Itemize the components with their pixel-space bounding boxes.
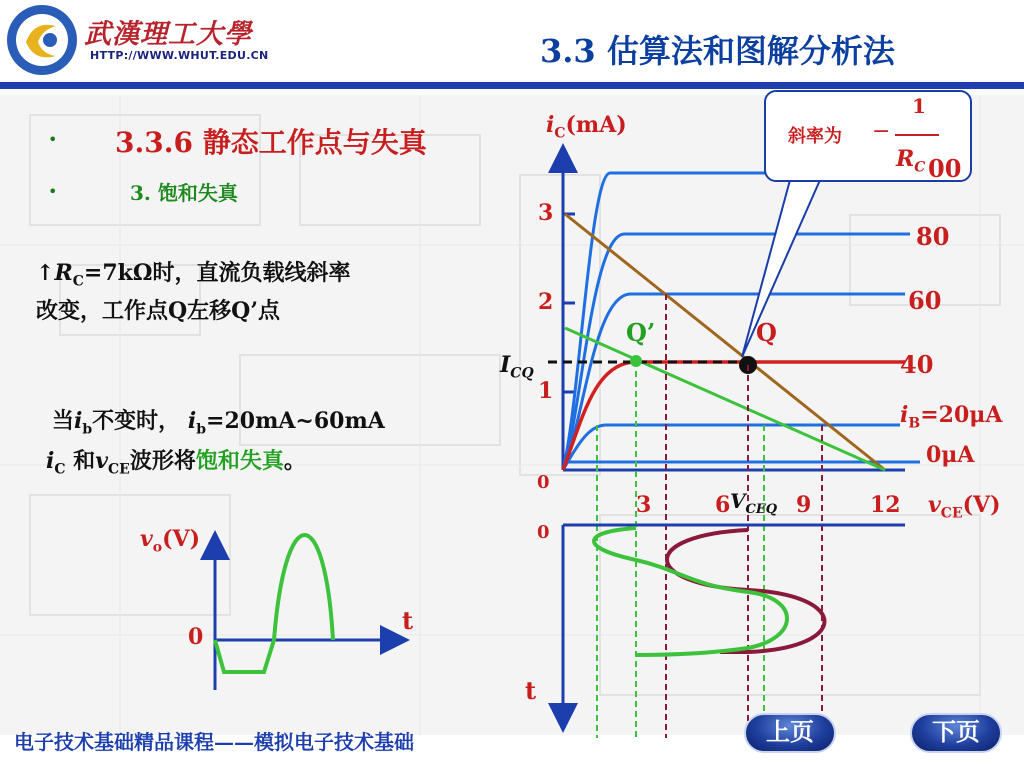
up-arrow: ↑ (36, 260, 55, 286)
wave-origin-label: 0 (537, 522, 550, 543)
university-url[interactable]: HTTP://WWW.WHUT.EDU.CN (90, 49, 269, 62)
y-tick-label: 3 (538, 200, 554, 226)
vceq-sub: CEQ (745, 502, 778, 517)
vceq-label (730, 484, 777, 527)
load-line-q-prime (565, 328, 885, 470)
ic-symbol: i (46, 448, 55, 474)
y-tick-label: 1 (538, 378, 554, 404)
ib-label-100: 00 (928, 154, 962, 183)
bullet-marker: • (48, 130, 58, 149)
ib-range: =20mA~60mA (206, 408, 385, 434)
ic-var: i (546, 112, 555, 138)
text-line-1-rest: =7kΩ时，直流负载线斜率 (83, 260, 351, 286)
ib-label-80: 80 (916, 222, 950, 251)
ic-axis-label (546, 108, 627, 150)
vo-origin-label: 0 (188, 624, 204, 650)
icq-var: I (500, 352, 511, 378)
rc-symbol: R (896, 146, 915, 172)
ib-symbol: i (74, 408, 83, 434)
ib-label-20 (900, 398, 1002, 440)
callout-minus: − (872, 119, 891, 144)
vce-unit: (V) (962, 492, 1001, 518)
load-line-q (565, 214, 885, 470)
text-fragment: 当 (52, 408, 75, 434)
vo-sub: o (152, 539, 163, 556)
ic-unit: (mA) (565, 112, 627, 138)
text-fragment: 不变时， (92, 408, 181, 434)
ib-label-60: 60 (908, 286, 942, 315)
callout-numerator: 1 (912, 94, 926, 118)
saturation-distortion-highlight: 饱和失真 (195, 448, 284, 474)
q-prime-label: Q’ (626, 318, 656, 347)
vce-subscript: CE (107, 461, 130, 478)
ib-label-40: 40 (900, 350, 934, 379)
origin-label: 0 (537, 472, 550, 493)
ic-subscript: C (54, 461, 66, 478)
callout-pointer (742, 180, 820, 357)
x-tick-label: 12 (870, 492, 901, 518)
resistor-symbol: R (54, 260, 73, 286)
vo-time-label: t (402, 606, 414, 635)
wave-time-label: t (525, 676, 537, 705)
ib-subscript: b (196, 421, 207, 438)
x-tick-label: 6 (715, 492, 731, 518)
y-tick-label: 2 (538, 289, 554, 315)
q-label: Q (756, 318, 777, 347)
fraction-bar (895, 134, 939, 136)
ib-symbol: i (187, 408, 197, 434)
next-page-button[interactable]: 下页 (910, 713, 1002, 753)
course-footer: 电子技术基础精品课程——模拟电子技术基础 (14, 730, 414, 754)
vo-axis-label (140, 522, 200, 564)
ic-sub: C (554, 125, 566, 142)
bullet-marker: • (48, 182, 58, 201)
ib-var: i (900, 402, 909, 428)
x-tick-label: 9 (796, 492, 812, 518)
icq-sub: CQ (510, 365, 534, 382)
ib-sub: B (908, 415, 921, 432)
resistor-subscript: C (72, 273, 84, 290)
vo-unit: (V) (162, 526, 201, 552)
ib-label-0: 0μA (926, 442, 975, 468)
callout-denominator (896, 146, 925, 175)
text-fragment: 。 (283, 448, 306, 474)
rc-subscript: C (914, 159, 926, 176)
vce-var: v (928, 492, 941, 518)
vo-var: v (140, 526, 153, 552)
previous-page-button[interactable]: 上页 (744, 713, 836, 753)
subsection-heading: 3. 饱和失真 (130, 181, 238, 205)
section-heading: 3.3.6 静态工作点与失真 (115, 126, 427, 159)
text-fragment: 波形将 (129, 448, 196, 474)
ib-subscript: b (82, 421, 93, 438)
ib-40-curve (563, 362, 905, 470)
vceq-var: V (730, 489, 746, 513)
icq-label (500, 348, 534, 390)
vce-symbol: v (95, 448, 108, 474)
page-title: 3.3 估算法和图解分析法 (540, 32, 895, 70)
x-tick-label: 3 (636, 492, 652, 518)
callout-text: 斜率为 (788, 126, 842, 147)
vo-waveform (215, 535, 333, 672)
vce-sub: CE (940, 505, 963, 522)
ib-value: =20μA (920, 402, 1003, 428)
text-line-2: 改变，工作点Q左移Q’点 (36, 298, 280, 324)
text-fragment: 和 (65, 448, 96, 474)
vce-axis-label (928, 488, 1001, 530)
university-name: 武漢理工大學 (84, 19, 252, 50)
